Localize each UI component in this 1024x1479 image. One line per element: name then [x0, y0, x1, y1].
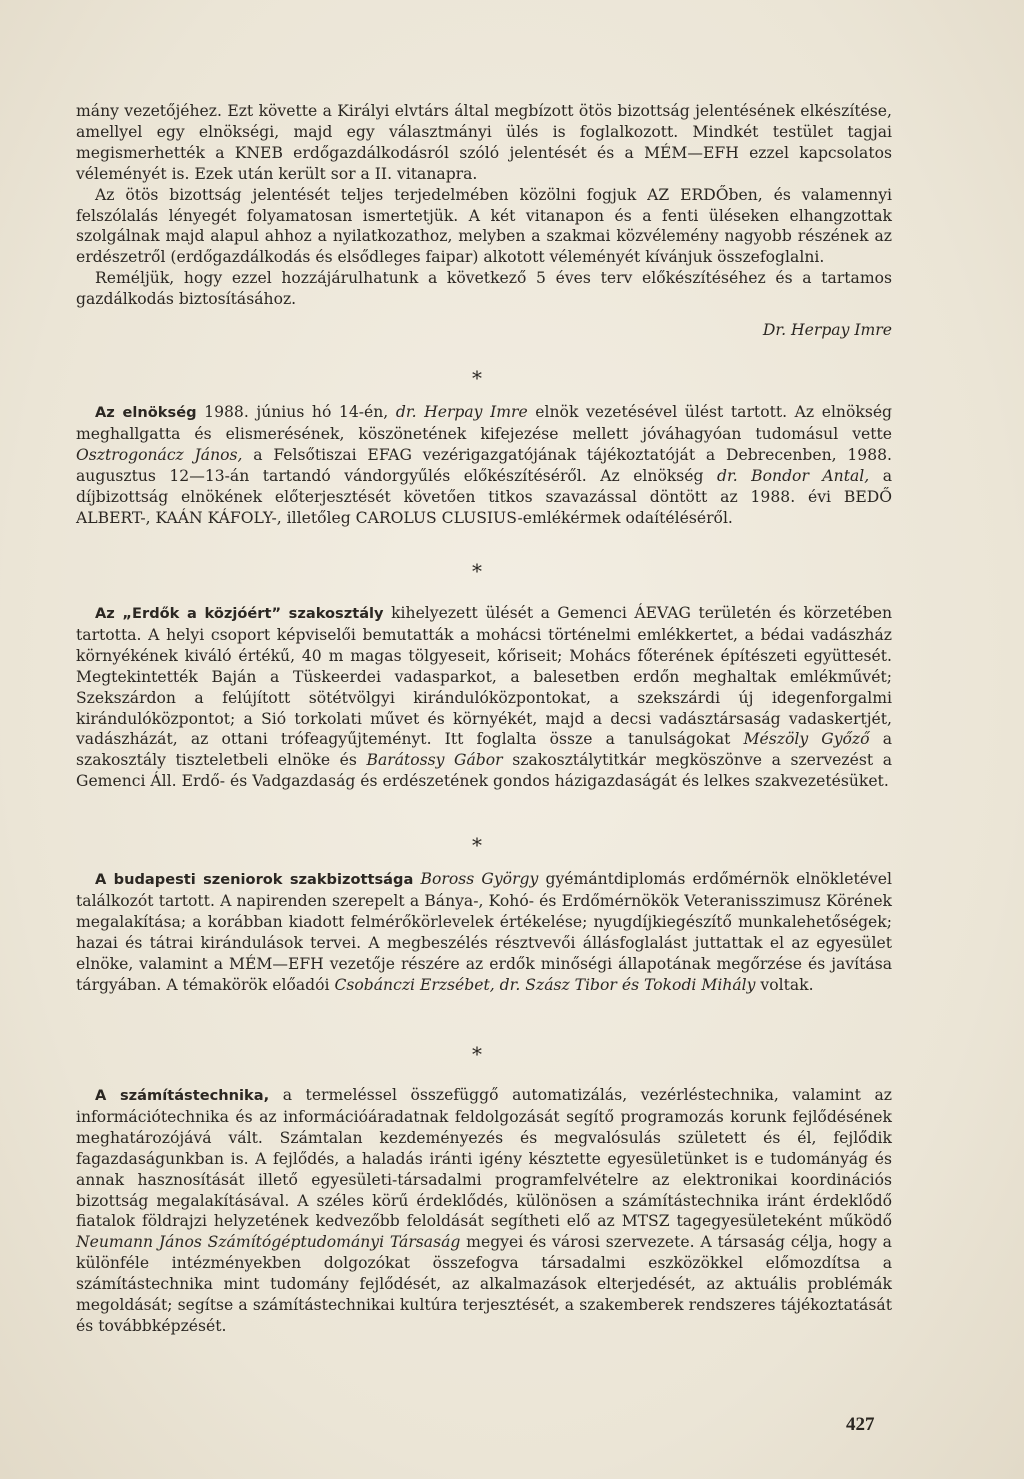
section-erdok-a-kozjoert: [76, 603, 892, 792]
signature: Dr. Herpay Imre: [762, 321, 892, 340]
intro-section: [76, 101, 892, 341]
separator-star-1: *: [472, 366, 482, 390]
section-lead: A számítástechnika,: [95, 1087, 270, 1104]
separator-star-4: *: [472, 1042, 482, 1066]
intro-paragraph-2: Az ötös bizottság jelentését teljes terjedelmében közölni fogjuk AZ ERDŐben, és valamennyi felszólalás lényegét folyamatosan ismertetjük. A két vitanapon és a fenti üléseken elhangzottak szolgálnak majd alapul ahhoz a nyilatkozathoz, melyben a szakmai közvélemény nagyobb részének az erdészetről (erdőgazdálkodás és elsődleges faipar) alkotott véleményét kívánjuk összefoglalni.: [76, 185, 892, 267]
page-number: 427: [846, 1414, 875, 1435]
section-szamitastechnika-paragraph: A számítástechnika, a termeléssel összefüggő automatizálás, vezérléstechnika, valamint az információtechnika és az információáradatnak feldolgozását segítő programozás korunk fejlődésének meghatározójává vált. Számtalan kezdeményezés és megvalósulás született és él, fejlődik fagazdaságunkban is. A fejlődés, a haladás iránti igény késztette egyesületünket is e tudományág és annak hasznosítását illető egyesületi-társadalmi programfelvételre az elektronikai koordinációs bizottság megalakításával. A széles körű érdeklődés, különösen a számítástechnika iránt érdeklődő fiatalok földrajzi helyzetének kedvezőbb feloldását segítheti elő az MTSZ tagegyesületeként működő Neumann János Számítógéptudományi Társaság megyei és városi szervezete. A társaság célja, hogy a különféle intézményekben dolgozókat összefogva társadalmi eszközökkel előmozdítsa a számítástechnika mint tudomány fejlődését, az alkalmazások elterjedését, az aktuális problémák megoldását; segítse a számítástechnikai kultúra terjesztését, a szakemberek rendszeres tájékoztatását és továbbképzését.: [76, 1086, 892, 1335]
organization-name: Neumann János Számítógéptudományi Társaság: [76, 1233, 461, 1252]
section-szeniorok: [76, 869, 892, 995]
person-name: dr. Bondor Antal,: [717, 466, 870, 485]
section-lead: Az elnökség: [95, 404, 197, 421]
person-name: Csobánczi Erzsébet, dr. Szász Tibor és Tokodi Mihály: [334, 975, 756, 994]
intro-paragraph-3: Reméljük, hogy ezzel hozzájárulhatunk a következő 5 éves terv előkészítéséhez és a tartamos gazdálkodás biztosításához.: [76, 269, 892, 309]
section-lead: Az „Erdők a közjóért” szakosztály: [95, 605, 384, 622]
separator-star-3: *: [472, 833, 482, 857]
person-name: Osztrogonácz János,: [76, 445, 243, 464]
person-name: Mészöly Győző: [743, 730, 870, 749]
section-elnokseg-paragraph: Az elnökség 1988. június hó 14-én, dr. Herpay Imre elnök vezetésével ülést tartott. Az elnökség meghallgatta és elismerésének, köszönetének kifejezése mellett jóváhagyóan tudomásul vette Osztrogonácz János, a Felsőtiszai EFAG vezérigazgatójának tájékoztatóját a Debrecenben, 1988. augusztus 12—13-án tartandó vándorgyűlés előkészítéséről. Az elnökség dr. Bondor Antal, a díjbizottság elnökének előterjesztését követően titkos szavazással döntött az 1988. évi BEDŐ ALBERT-, KAÁN KÁFOLY-, illetőleg CAROLUS CLUSIUS-emlékérmek odaítéléséről.: [76, 403, 893, 527]
section-elnokseg: [76, 402, 892, 528]
section-szeniorok-paragraph: A budapesti szeniorok szakbizottsága Boross György gyémántdiplomás erdőmérnök elnökletével találkozót tartott. A napirenden szerepelt a Bánya-, Kohó- és Erdőmérnökök Veteranisszimusz Körének megalakítása; a korábban kiadott felmérőkörlevelek értékelése; nyugdíjkiegészítő munkalehetőségek; hazai és tátrai kirándulások tervei. A megbeszélés résztvevői állásfoglalást juttattak el az egyesület elnöke, valamint a MÉM—EFH vezetője részére az erdők minőségi állapotának megőrzése és javítása tárgyában. A témakörök előadói Csobánczi Erzsébet, dr. Szász Tibor és Tokodi Mihály voltak.: [76, 870, 892, 994]
person-name: Boross György: [420, 870, 539, 888]
section-erdok-paragraph: Az „Erdők a közjóért” szakosztály kihelyezett ülését a Gemenci ÁEVAG területén és körzetében tartotta. A helyi csoport képviselői bemutatták a mohácsi történelmi emlékkertet, a bédai vadászház környékének kiváló értékű, 40 m magas tölgyeseit, kőriseit; Mohács főterének építészeti együttesét. Megtekintették Baján a Tüskeerdei vadasparkot, a balesetben erdőn meghaltak emlékművét; Szekszárdon a felújított sötétvölgyi kirándulóközpontokat, a szekszárdi új idegenforgalmi kirándulóközpontot; a Sió torkolati művet és környékét, majd a decsi vadásztársaság vadaskertjét, vadászházát, az ottani trófeagyűjteményt. Itt foglalta össze a tanulságokat Mészöly Győző a szakosztály tiszteletbeli elnöke és Barátossy Gábor szakosztálytitkár megköszönve a szervezést a Gemenci Áll. Erdő- és Vadgazdaság és erdészetének gondos házigazdaságát és lelkes szakvezetésüket.: [76, 604, 893, 791]
intro-paragraph-1: mány vezetőjéhez. Ezt követte a Királyi elvtárs által megbízott ötös bizottság jelentésének elkészítése, amellyel egy elnökségi, majd egy választmányi ülés is foglalkozott. Mindkét testület tagjai megismerhették a KNEB erdőgazdálkodásról szóló jelentését és a MÉM—EFH ezzel kapcsolatos véleményét is. Ezek után került sor a II. vitanapra.: [76, 102, 892, 183]
separator-star-2: *: [472, 559, 482, 583]
section-lead: A budapesti szeniorok szakbizottsága: [95, 871, 414, 888]
person-name: dr. Herpay Imre: [395, 403, 528, 421]
section-szamitastechnika: [76, 1085, 892, 1337]
person-name: Barátossy Gábor: [366, 751, 503, 770]
